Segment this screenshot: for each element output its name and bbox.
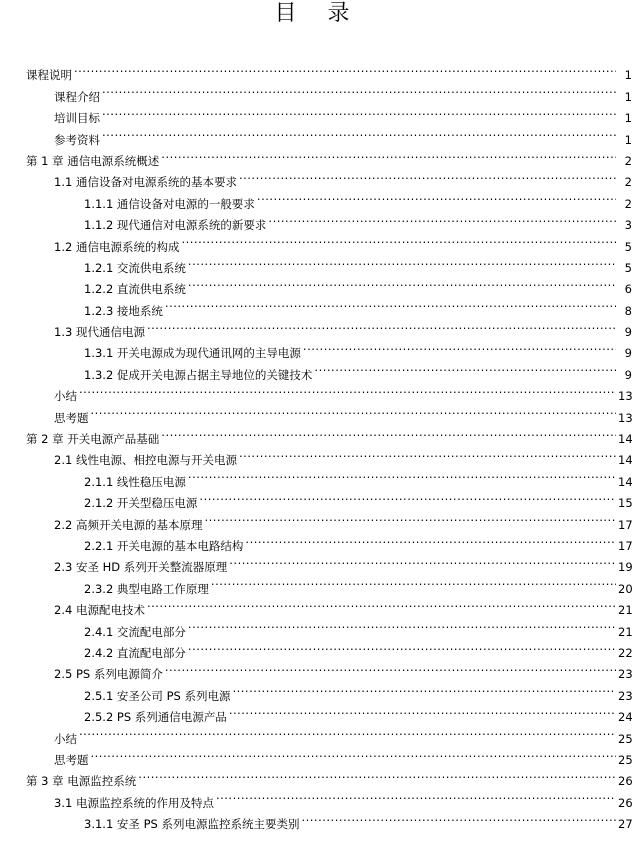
table-of-contents: [0, 58, 636, 832]
dot-leader: [147, 315, 616, 336]
toc-entry-page: 27: [618, 817, 633, 832]
toc-entry-title: 小结: [54, 389, 77, 404]
toc-entry-title: 思考题: [54, 410, 89, 425]
toc-entry-page: 5: [624, 239, 632, 254]
toc-entry[interactable]: [0, 379, 636, 404]
toc-entry-title: 1.1 通信设备对电源系统的基本要求: [54, 175, 237, 190]
toc-entry-page: 14: [618, 474, 633, 489]
page-title: 目 录: [274, 1, 362, 26]
toc-entry-page: 19: [618, 560, 633, 575]
dot-leader: [181, 229, 616, 250]
toc-entry-page: 6: [624, 282, 632, 297]
toc-entry-page: 1: [624, 111, 632, 126]
dot-leader: [314, 357, 616, 378]
dot-leader: [229, 700, 616, 721]
dot-leader: [74, 58, 616, 79]
toc-entry-page: 23: [618, 688, 633, 703]
toc-entry-title: 3.1 电源监控系统的作用及特点: [54, 795, 214, 810]
dot-leader: [79, 379, 616, 400]
dot-leader: [268, 208, 616, 229]
toc-entry-page: 14: [618, 453, 633, 468]
toc-entry-page: 17: [618, 517, 633, 532]
dot-leader: [91, 400, 617, 421]
dot-leader: [165, 657, 616, 678]
toc-entry-title: 1.3 现代通信电源: [54, 325, 145, 340]
dot-leader: [216, 785, 616, 806]
toc-entry-page: 9: [624, 367, 632, 382]
toc-entry-page: 9: [624, 325, 632, 340]
dot-leader: [91, 743, 617, 764]
toc-entry[interactable]: [0, 422, 636, 447]
toc-entry-title: 2.3 安圣 HD 系列开关整流器原理: [54, 560, 228, 575]
toc-entry-title: 2.1.1 线性稳压电源: [84, 474, 186, 489]
toc-entry-page: 25: [618, 752, 633, 767]
toc-entry-page: 13: [618, 410, 633, 425]
dot-leader: [79, 721, 616, 742]
dot-leader: [239, 165, 616, 186]
toc-entry-title: 2.1 线性电源、相控电源与开关电源: [54, 453, 237, 468]
toc-entry-title: 小结: [54, 731, 77, 746]
toc-entry-page: 13: [618, 389, 633, 404]
dot-leader: [165, 293, 616, 314]
toc-entry-page: 5: [624, 260, 632, 275]
toc-entry-title: 2.4.1 交流配电部分: [84, 624, 186, 639]
toc-entry-page: 3: [624, 218, 632, 233]
toc-entry-title: 1.3.2 促成开关电源占据主导地位的关键技术: [84, 367, 313, 382]
toc-entry-title: 第 3 章 电源监控系统: [26, 774, 137, 789]
toc-entry-page: 2: [624, 175, 632, 190]
dot-leader: [138, 764, 616, 785]
toc-entry-page: 1: [624, 89, 632, 104]
toc-entry-title: 第 1 章 通信电源系统概述: [26, 153, 160, 168]
toc-entry-title: 第 2 章 开关电源产品基础: [26, 432, 160, 447]
toc-entry-page: 23: [618, 667, 633, 682]
dot-leader: [102, 101, 616, 122]
toc-entry-page: 26: [618, 774, 633, 789]
dot-leader: [188, 251, 616, 272]
toc-entry[interactable]: [0, 58, 636, 83]
dot-leader: [161, 144, 616, 165]
toc-entry-title: 1.1.2 现代通信对电源系统的新要求: [84, 218, 267, 233]
toc-entry-title: 2.4 电源配电技术: [54, 603, 145, 618]
toc-entry-title: 参考资料: [54, 132, 100, 147]
toc-entry-page: 22: [618, 645, 633, 660]
toc-entry-page: 1: [624, 68, 632, 83]
toc-entry-title: 培训目标: [54, 111, 100, 126]
dot-leader: [102, 79, 616, 100]
dot-leader: [188, 614, 616, 635]
dot-leader: [232, 678, 616, 699]
dot-leader: [188, 464, 616, 485]
toc-entry-page: 25: [618, 731, 633, 746]
dot-leader: [188, 272, 616, 293]
toc-entry-page: 24: [618, 710, 633, 725]
dot-leader: [303, 336, 616, 357]
toc-entry-page: 15: [618, 496, 633, 511]
toc-entry-title: 3.1.1 安圣 PS 系列电源监控系统主要类别: [84, 817, 300, 832]
toc-entry-title: 2.5.1 安圣公司 PS 系列电源: [84, 688, 231, 703]
toc-entry[interactable]: [0, 79, 636, 104]
toc-entry-title: 2.5 PS 系列电源简介: [54, 667, 163, 682]
toc-entry[interactable]: [0, 400, 636, 425]
dot-leader: [147, 593, 616, 614]
dot-leader: [204, 507, 616, 528]
toc-entry[interactable]: [0, 721, 636, 746]
toc-entry-page: 26: [618, 795, 633, 810]
toc-entry-title: 1.2 通信电源系统的构成: [54, 239, 180, 254]
dot-leader: [239, 443, 616, 464]
toc-entry-page: 21: [618, 603, 633, 618]
dot-leader: [229, 550, 616, 571]
dot-leader: [199, 486, 616, 507]
dot-leader: [245, 529, 616, 550]
toc-entry-title: 课程说明: [26, 68, 72, 83]
dot-leader: [161, 422, 616, 443]
toc-entry-title: 2.1.2 开关型稳压电源: [84, 496, 198, 511]
dot-leader: [301, 807, 616, 828]
dot-leader: [102, 122, 616, 143]
toc-entry-page: 21: [618, 624, 633, 639]
toc-entry-title: 2.3.2 典型电路工作原理: [84, 581, 209, 596]
toc-entry-page: 20: [618, 581, 633, 596]
toc-entry-title: 思考题: [54, 752, 89, 767]
toc-entry-title: 2.2.1 开关电源的基本电路结构: [84, 538, 244, 553]
toc-entry-title: 1.2.1 交流供电系统: [84, 260, 186, 275]
toc-entry-page: 2: [624, 153, 632, 168]
dot-leader: [257, 186, 616, 207]
toc-entry-page: 8: [624, 303, 632, 318]
dot-leader: [211, 571, 616, 592]
toc-entry-page: 14: [618, 432, 633, 447]
toc-entry[interactable]: [0, 743, 636, 767]
toc-entry-title: 课程介绍: [54, 89, 100, 104]
toc-entry-page: 17: [618, 538, 633, 553]
toc-entry-title: 1.2.2 直流供电系统: [84, 282, 186, 297]
toc-entry[interactable]: [0, 764, 636, 789]
toc-entry-page: 2: [624, 196, 632, 211]
dot-leader: [188, 636, 616, 657]
toc-entry-page: 9: [624, 346, 632, 361]
toc-entry-title: 2.2 高频开关电源的基本原理: [54, 517, 203, 532]
toc-entry-title: 1.3.1 开关电源成为现代通讯网的主导电源: [84, 346, 301, 361]
toc-entry-title: 1.2.3 接地系统: [84, 303, 163, 318]
toc-entry-title: 2.5.2 PS 系列通信电源产品: [84, 710, 227, 725]
toc-entry-title: 1.1.1 通信设备对电源的一般要求: [84, 196, 255, 211]
toc-entry-page: 1: [624, 132, 632, 147]
toc-entry-title: 2.4.2 直流配电部分: [84, 645, 186, 660]
